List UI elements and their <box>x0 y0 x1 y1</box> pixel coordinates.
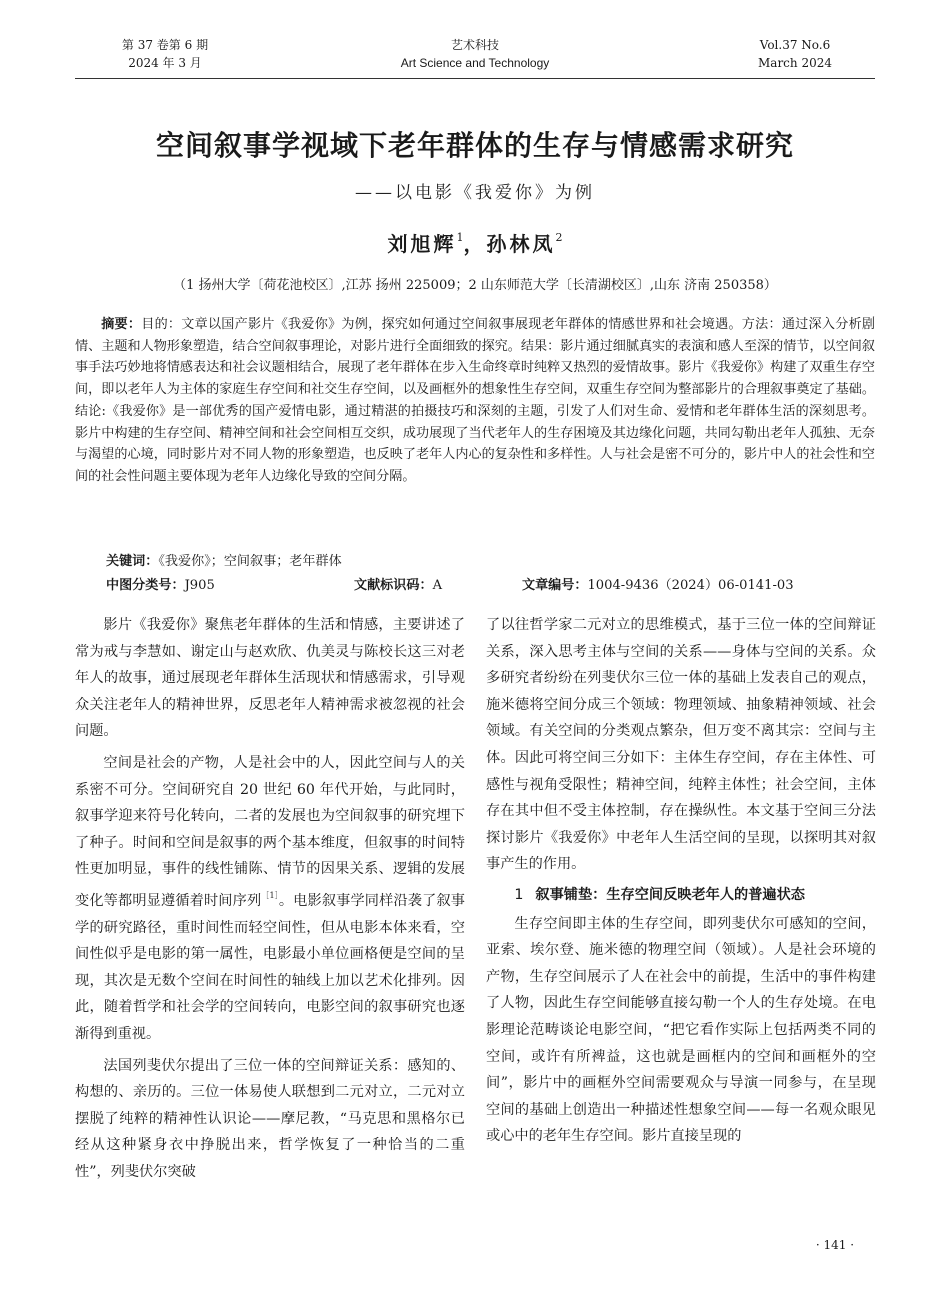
affiliations: （1 扬州大学〔荷花池校区〕,江苏 扬州 225009；2 山东师范大学〔长清湖校区〕,山东 济南 250358） <box>173 278 777 293</box>
clc-number <box>106 576 215 596</box>
issue-info-en <box>735 36 855 72</box>
article-value: 1004-9436（2024）06-0141-03 <box>587 578 794 593</box>
paragraph-text: 空间是社会的产物，人是社会中的人，因此空间与人的关系密不可分。空间研究自 20 世纪 60 年代开始，与此同时，叙事学迎来符号化转向，二者的发展也为空间叙事的研究埋下了种子。时间和空间是叙事的两个基本维度，但叙事的时间特性更加明显，事件的线性铺陈、情节的因果关系、逻辑的发展变化等都明显遵循着时间序列 <box>75 754 465 909</box>
body-column-right <box>486 612 876 1150</box>
journal-name-en: Art Science and Technology <box>400 56 550 70</box>
clc-value: J905 <box>184 578 215 593</box>
author-2-affil-mark: 2 <box>555 231 563 244</box>
body-paragraph: 法国列斐伏尔提出了三位一体的空间辩证关系：感知的、构想的、亲历的。三位一体易使人联想到二元对立，二元对立摆脱了纯粹的精神性认识论——摩尼教，“马克思和黑格尔已经从这种紧身衣中挣脱出来，哲学恢复了一种恰当的二重性”，列斐伏尔突破 <box>75 1057 465 1180</box>
header-rule <box>75 78 875 79</box>
abstract-text: 目的：文章以国产影片《我爱你》为例，探究如何通过空间叙事展现老年群体的情感世界和社会境遇。方法：通过深入分析剧情、主题和人物形象塑造，结合空间叙事理论，对影片进行全面细致的探究。结果：影片通过细腻真实的表演和感人至深的情节，以空间叙事手法巧妙地将情感表达和社会议题相结合，展现了老年群体在步入生命终章时纯粹又热烈的爱情故事。影片《我爱你》构建了双重生存空间，即以老年人为主体的家庭生存空间和社交生存空间，以及画框外的想象性生存空间，双重生存空间为整部影片的合理叙事奠定了基础。结论:《我爱你》是一部优秀的国产爱情电影，通过精湛的拍摄技巧和深刻的主题，引发了人们对生命、爱情和老年群体生活的深刻思考。影片中构建的生存空间、精神空间和社会空间相互交织，成功展现了当代老年人的生存困境及其边缘化问题，共同勾勒出老年人孤独、无奈与渴望的心境，同时影片对不同人物的形象塑造，也反映了老年人内心的复杂性和多样性。人与社会是密不可分的，影片中人的社会性和空间的社会性问题主要体现为老年人边缘化导致的空间分隔。 <box>75 317 876 484</box>
document-code <box>354 576 442 596</box>
issue-info <box>105 36 225 72</box>
doc-value: A <box>432 578 443 593</box>
body-paragraph: 影片《我爱你》聚焦老年群体的生活和情感，主要讲述了常为戒与李慧如、谢定山与赵欢欣、仇美灵与陈校长这三对老年人的故事，通过展现老年群体生活现状和情感需求，引导观众关注老年人的精神世界，反思老年人精神需求被忽视的社会问题。 <box>75 617 465 740</box>
citation-ref: ［1］ <box>261 890 279 900</box>
author-separator: ， <box>463 232 487 256</box>
keywords-text: 《我爱你》；空间叙事；老年群体 <box>158 554 342 569</box>
article-label: 文章编号： <box>522 578 588 593</box>
section-number: 1 <box>514 886 524 903</box>
doc-label: 文献标识码： <box>354 578 433 593</box>
journal-name-cn: 艺术科技 <box>450 38 499 52</box>
abstract <box>75 314 875 488</box>
author-2: 孙林凤 <box>486 232 556 256</box>
article-title: 空间叙事学视域下老年群体的生存与情感需求研究 <box>155 129 794 162</box>
section-title: 叙事铺垫：生存空间反映老年人的普遍状态 <box>535 886 805 903</box>
body-paragraph: 了以往哲学家二元对立的思维模式，基于三位一体的空间辩证关系，深入思考主体与空间的关系——身体与空间的关系。众多研究者纷纷在列斐伏尔三位一体的基础上发表自己的观点，施米德将空间分成三个领域：物理领域、抽象精神领域、社会领域。有关空间的分类观点繁杂，但万变不离其宗：空间与主体。因此可将空间三分如下：主体生存空间，存在主体性、可感性与视角受限性；精神空间，纯粹主体性；社会空间，主体存在其中但不受主体控制，存在操纵性。本文基于空间三分法探讨影片《我爱你》中老年人生活空间的呈现，以探明其对叙事产生的作用。 <box>486 617 876 873</box>
authors <box>0 228 950 257</box>
page-number: · 141 · <box>815 1238 855 1252</box>
volume-issue-en: Vol.37 No.6 <box>759 38 831 52</box>
paragraph-text: 。电影叙事学同样沿袭了叙事学的研究路径，重时间性而轻空间性，但从电影本体来看，空间性似乎是电影的第一属性，电影最小单位画格便是空间的呈现，其次是无数个空间在时间性的轴线上加以艺术化排列。因此，随着哲学和社会学的空间转向，电影空间的叙事研究也逐渐得到重视。 <box>75 892 465 1042</box>
keywords-label: 关键词： <box>106 554 159 569</box>
clc-label: 中图分类号： <box>106 578 185 593</box>
journal-name <box>375 36 575 72</box>
keywords <box>106 552 866 572</box>
section-heading <box>486 882 876 909</box>
volume-issue-cn: 第 37 卷第 6 期 <box>121 38 209 52</box>
date-en: March 2024 <box>758 56 832 70</box>
body-column-left <box>75 612 465 1185</box>
article-subtitle: ——以电影《我爱你》为例 <box>355 183 595 203</box>
journal-header <box>75 36 875 80</box>
author-1: 刘旭辉 <box>387 232 457 256</box>
abstract-label: 摘要： <box>101 317 142 332</box>
author-1-affil-mark: 1 <box>456 231 464 244</box>
article-number <box>522 576 794 596</box>
body-paragraph: 生存空间即主体的生存空间，即列斐伏尔可感知的空间，亚索、埃尔登、施米德的物理空间（领域）。人是社会环境的产物，生存空间展示了人在社会中的前提，生活中的事件构建了人物，因此生存空间能够直接勾勒一个人的生存处境。在电影理论范畴谈论电影空间，“把它看作实际上包括两类不同的空间，或许有所裨益，这也就是画框内的空间和画框外的空间”，影片中的画框外空间需要观众与导演一同参与，在呈现空间的基础上创造出一种描述性想象空间——每一名观众眼见或心中的老年生存空间。影片直接呈现的 <box>486 915 876 1145</box>
body-paragraph <box>75 750 465 1048</box>
article-meta <box>106 576 866 596</box>
date-cn: 2024 年 3 月 <box>128 56 202 70</box>
